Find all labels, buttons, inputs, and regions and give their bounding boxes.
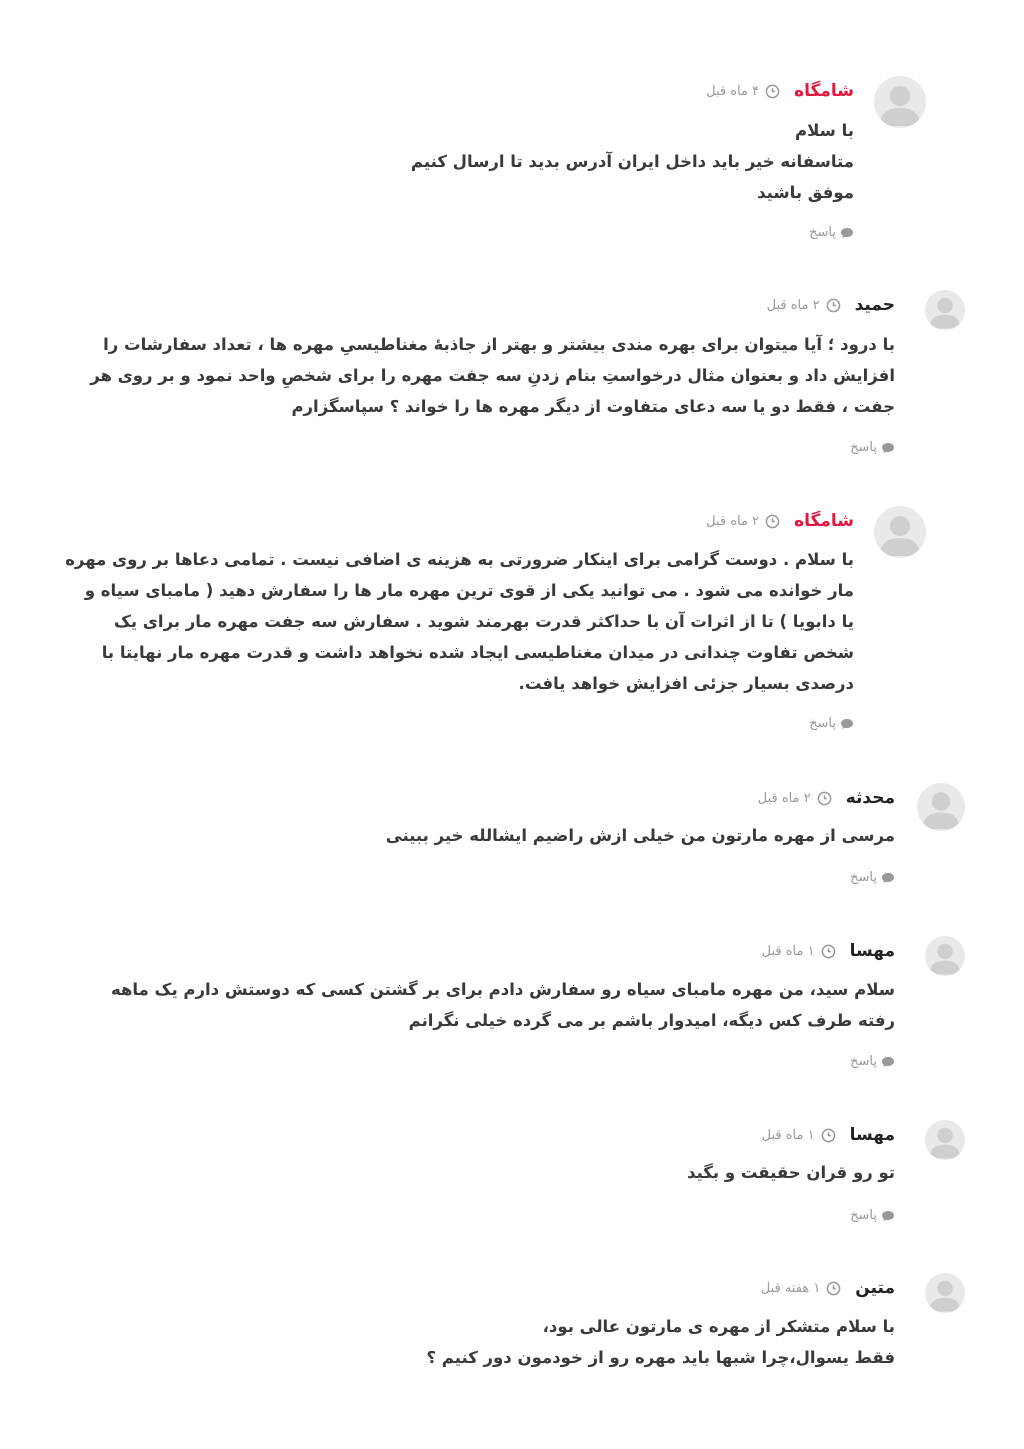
author-name[interactable]: متین (855, 1278, 895, 1298)
comment-time[interactable]: ۱ ماه قبل (761, 943, 815, 959)
comment (65, 506, 926, 731)
clock-icon (826, 298, 841, 313)
comment-icon (881, 442, 895, 454)
comment-line: با سلام (795, 121, 854, 140)
comment (55, 290, 965, 470)
comment (116, 76, 926, 251)
avatar (874, 76, 926, 128)
comment (55, 936, 965, 1076)
comment-line: با سلام . دوست گرامی برای اینکار ضرورتی به هزینه ی اضافی نیست . تمامی دعاها بر روی مهره (65, 550, 854, 569)
comment-line: شخص تفاوت چندانی در میدان مغناطیسی ایجاد شده نخواهد داشت و قدرت مهره مار نهایتا با (101, 643, 854, 662)
comment-text (386, 820, 895, 851)
author-name[interactable]: محدثه (845, 788, 895, 808)
clock-icon (765, 84, 780, 99)
comment-text (111, 974, 895, 1036)
comment-line: سلام سید، من مهره مامبای سیاه رو سفارش دادم برای بر گشتن کسی که دوستش دارم یک ماهه (110, 980, 895, 999)
clock-icon (765, 514, 780, 529)
comment-line: افزایش داد و بعنوان مثال درخواستِ بنام زدنِ سه جفت مهره را برای شخصِ واحد نمود و بر روی هر (90, 366, 895, 385)
comment-line: مرسی از مهره مارتون من خیلی ازش راضیم ایشالله خیر ببینی (385, 826, 895, 845)
author-name[interactable]: مهسا (849, 1125, 895, 1145)
comment-text (687, 1157, 895, 1188)
comment-time[interactable]: ۲ ماه قبل (757, 790, 811, 806)
comment-icon (881, 1056, 895, 1068)
reply-link[interactable]: پاسخ (850, 1208, 895, 1223)
author-name[interactable]: شامگاه (794, 511, 854, 531)
comment-meta (706, 80, 854, 102)
comment-line: با درود ؛ آیا میتوان برای بهره مندی بیشتر و بهتر از جاذبهٔ مغناطیسیِ مهره ها ، تعداد سفارشات را (103, 335, 895, 354)
comment-text (65, 544, 854, 699)
comment-time[interactable]: ۲ ماه قبل (766, 297, 820, 313)
comment-time[interactable]: ۱ هفته قبل (760, 1280, 821, 1296)
comment-line: متاسفانه خیر باید داخل ایران آدرس بدید تا ارسال کنیم (410, 152, 854, 171)
comment-line: با سلام متشکر از مهره ی مارتون عالی بود، (542, 1317, 895, 1336)
reply-link[interactable]: پاسخ (850, 870, 895, 885)
comment-line: فقط یسوال،چرا شبها باید مهره رو از خودمون دور کنیم ؟ (426, 1348, 895, 1367)
comment-icon (881, 872, 895, 884)
author-name[interactable]: شامگاه (794, 81, 854, 101)
comment-text (426, 1311, 895, 1373)
comment-meta (762, 1124, 895, 1146)
comment-line: درصدی بسیار جزئی افزایش خواهد یافت. (518, 674, 854, 693)
comment (55, 783, 965, 893)
avatar (925, 290, 965, 330)
clock-icon (817, 791, 832, 806)
reply-link[interactable]: پاسخ (850, 1054, 895, 1069)
comment-line: موفق باشید (757, 183, 854, 202)
avatar (917, 783, 965, 831)
avatar (925, 1273, 965, 1313)
comment-time[interactable]: ۱ ماه قبل (761, 1127, 815, 1143)
comment-text (411, 115, 854, 208)
comment-line: تو رو قران حقیقت و بگید (687, 1163, 895, 1182)
comment-meta (761, 1277, 895, 1299)
reply-link[interactable]: پاسخ (809, 716, 854, 731)
reply-link[interactable]: پاسخ (809, 225, 854, 240)
comment-meta (762, 940, 895, 962)
clock-icon (821, 1128, 836, 1143)
avatar (874, 506, 926, 558)
author-name[interactable]: مهسا (849, 941, 895, 961)
comment-time[interactable]: ۲ ماه قبل (706, 513, 760, 529)
comment-line: رفته طرف کس دیگه، امیدوار باشم بر می گرده خیلی نگرانم (408, 1011, 895, 1030)
comment-text (90, 329, 895, 422)
comment-line: جفت ، فقط دو یا سه دعای متفاوت از دیگر مهره ها را خواند ؟ سپاسگزارم (291, 397, 895, 416)
author-name[interactable]: حمید (854, 295, 895, 315)
comment-line: مار خوانده می شود . می توانید یکی از قوی ترین مهره مار ها را سفارش دهید ( مامبای سیاه و (84, 581, 854, 600)
comment (55, 1120, 965, 1230)
comment-meta (706, 510, 854, 532)
comment (55, 1273, 965, 1383)
comment-icon (840, 227, 854, 239)
avatar (925, 936, 965, 976)
clock-icon (821, 944, 836, 959)
comment-icon (881, 1210, 895, 1222)
comment-meta (758, 787, 895, 809)
comment-meta (767, 294, 895, 316)
comment-line: یا دابویا ) تا از اثرات آن با حداکثر قدرت بهرمند شوید . سفارش سه جفت مهره مار برای یک (113, 612, 854, 631)
reply-link[interactable]: پاسخ (850, 440, 895, 455)
clock-icon (826, 1281, 841, 1296)
avatar (925, 1120, 965, 1160)
comment-icon (840, 718, 854, 730)
comment-time[interactable]: ۴ ماه قبل (706, 83, 760, 99)
